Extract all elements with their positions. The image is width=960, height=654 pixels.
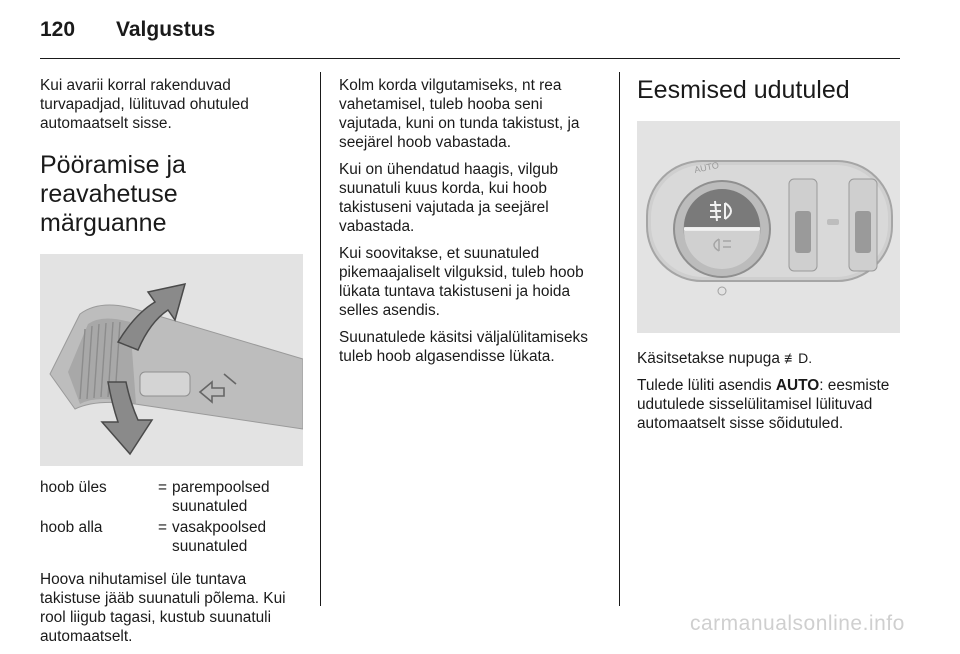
auto-text-before: Tulede lüliti asendis <box>637 377 776 394</box>
fog-button-paragraph <box>637 349 905 368</box>
hold-paragraph: Hoova nihutamisel üle tuntava takistuse jääb suunatuli põlema. Kui rool liigub tagasi, kustub suunatuli automaatselt. <box>40 571 286 645</box>
definition-table <box>40 478 304 556</box>
section-title: Valgustus <box>116 18 216 41</box>
front-fog-heading: Eesmised udutuled <box>637 76 850 104</box>
definition-equals: = <box>158 519 167 536</box>
light-switch-illustration <box>637 121 900 333</box>
definition-term: hoob üles <box>40 479 107 496</box>
definition-row <box>40 518 304 556</box>
intro-paragraph: Kui avarii korral rakenduvad turvapadjad, lülituvad ohutuled automaatselt sisse. <box>40 77 249 132</box>
paragraph-trailer: Kui on ühendatud haagis, vilgub suunatuli kuus korda, kui hoob takistuseni vajutada ja seejärel vabastada. <box>339 161 559 235</box>
turn-signal-heading: Pööramise ja reavahetuse märguanne <box>40 151 186 237</box>
page-number: 120 <box>40 18 76 41</box>
auto-text-after: : eesmiste udutulede sisselülitamisel lülituvad automaatselt sisse sõidutuled. <box>637 377 890 432</box>
auto-bold: AUTO <box>775 377 820 394</box>
definition-description: vasakpoolsed suunatuled <box>172 519 267 555</box>
definition-description: parempoolsed suunatuled <box>172 479 270 515</box>
auto-paragraph <box>637 376 905 433</box>
header-rule <box>40 58 900 59</box>
paragraph-long-flash: Kui soovitakse, et suunatuled pikemaajaliselt vilguksid, tuleb hoob lükata tuntava takistuseni ja hoida selles asendis. <box>339 245 584 319</box>
column-divider-2 <box>619 72 620 606</box>
column-divider-1 <box>320 72 321 606</box>
turn-signal-lever-figure <box>40 254 303 466</box>
light-switch-figure <box>637 121 900 333</box>
column-2 <box>339 76 607 374</box>
definition-term: hoob alla <box>40 519 103 536</box>
paragraph-three-flashes: Kolm korda vilgutamiseks, nt rea vahetamisel, tuleb hooba seni vajutada, kuni on tunda takistust, ja seejärel hoob vabastada. <box>339 77 580 151</box>
watermark: carmanualsonline.info <box>690 612 905 635</box>
auto-label: AUTO <box>693 160 720 175</box>
definition-row <box>40 478 304 516</box>
column-1 <box>40 76 304 654</box>
column-3 <box>637 76 905 441</box>
fog-button-text: Käsitsetakse nupuga <box>637 350 785 367</box>
turn-signal-lever-illustration <box>40 254 303 466</box>
page-header <box>40 18 215 50</box>
fog-symbol: ≢D. <box>784 350 813 366</box>
paragraph-manual-off: Suunatulede käsitsi väljalülitamiseks tuleb hoob algasendisse lükata. <box>339 329 588 365</box>
definition-equals: = <box>158 479 167 496</box>
